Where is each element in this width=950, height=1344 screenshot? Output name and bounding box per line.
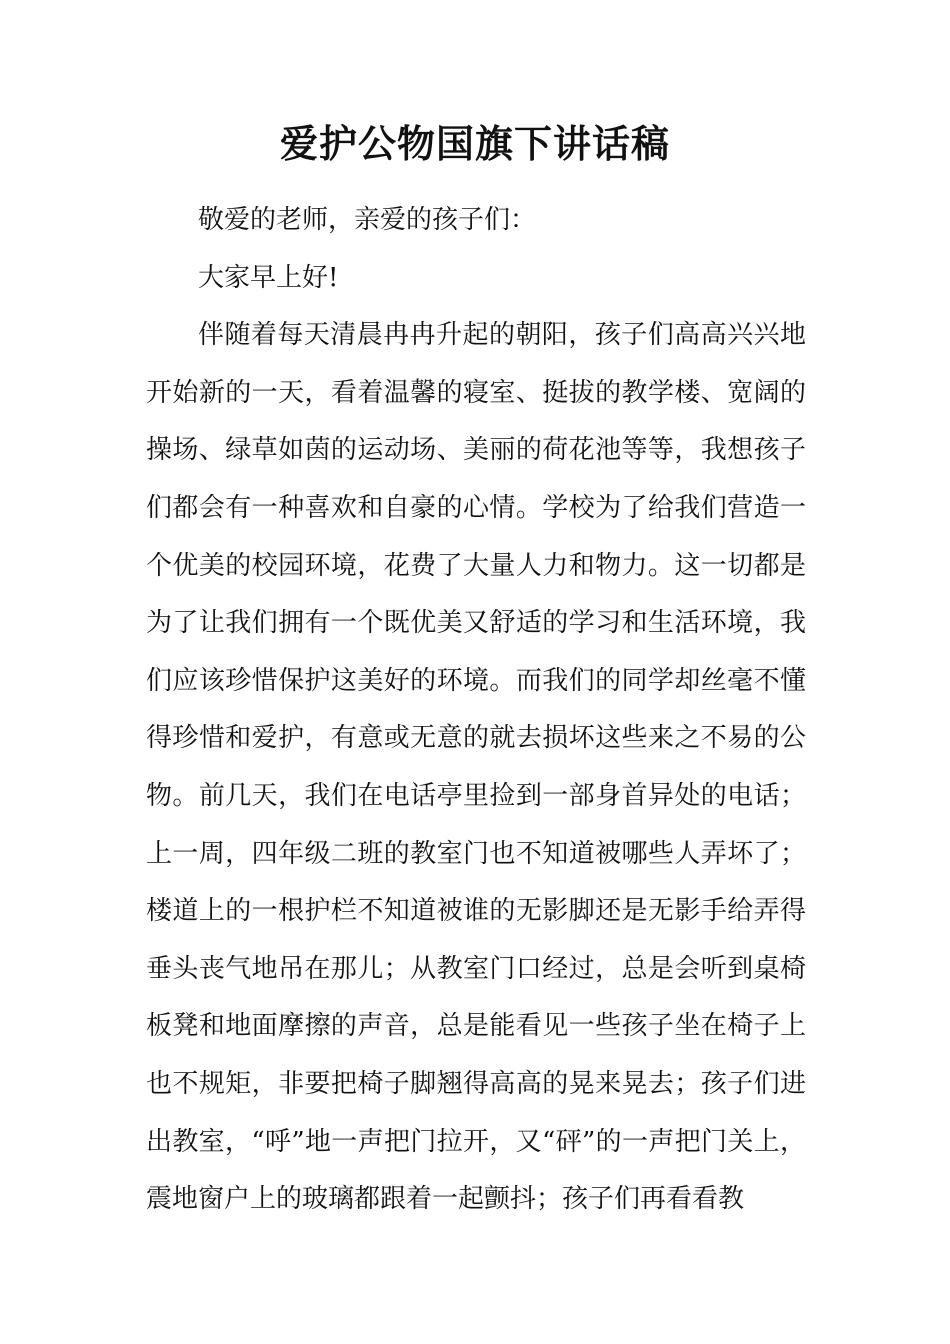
document-body — [146, 192, 806, 1229]
main-paragraph: 伴随着每天清晨冉冉升起的朝阳，孩子们高高兴兴地开始新的一天，看着温馨的寝室、挺拔的教学楼、宽阔的操场、绿草如茵的运动场、美丽的荷花池等等，我想孩子们都会有一种喜欢和自豪的心情。学校为了给我们营造一个优美的校园环境，花费了大量人力和物力。这一切都是为了让我们拥有一个既优美又舒适的学习和生活环境，我们应该珍惜保护这美好的环境。而我们的同学却丝毫不懂得珍惜和爱护，有意或无意的就去损坏这些来之不易的公物。前几天，我们在电话亭里捡到一部身首异处的电话；上一周，四年级二班的教室门也不知道被哪些人弄坏了；楼道上的一根护栏不知道被谁的无影脚还是无影手给弄得垂头丧气地吊在那儿；从教室门口经过，总是会听到桌椅板凳和地面摩擦的声音，总是能看见一些孩子坐在椅子上也不规矩，非要把椅子脚翘得高高的晃来晃去；孩子们进出教室，“呼”地一声把门拉开，又“砰”的一声把门关上，震地窗户上的玻璃都跟着一起颤抖；孩子们再看看教 — [146, 320, 806, 1215]
document-title: 爱护公物国旗下讲话稿 — [279, 121, 670, 166]
salutation-paragraph: 大家早上好! — [198, 262, 339, 293]
greeting-paragraph: 敬爱的老师，亲爱的孩子们： — [198, 205, 537, 235]
